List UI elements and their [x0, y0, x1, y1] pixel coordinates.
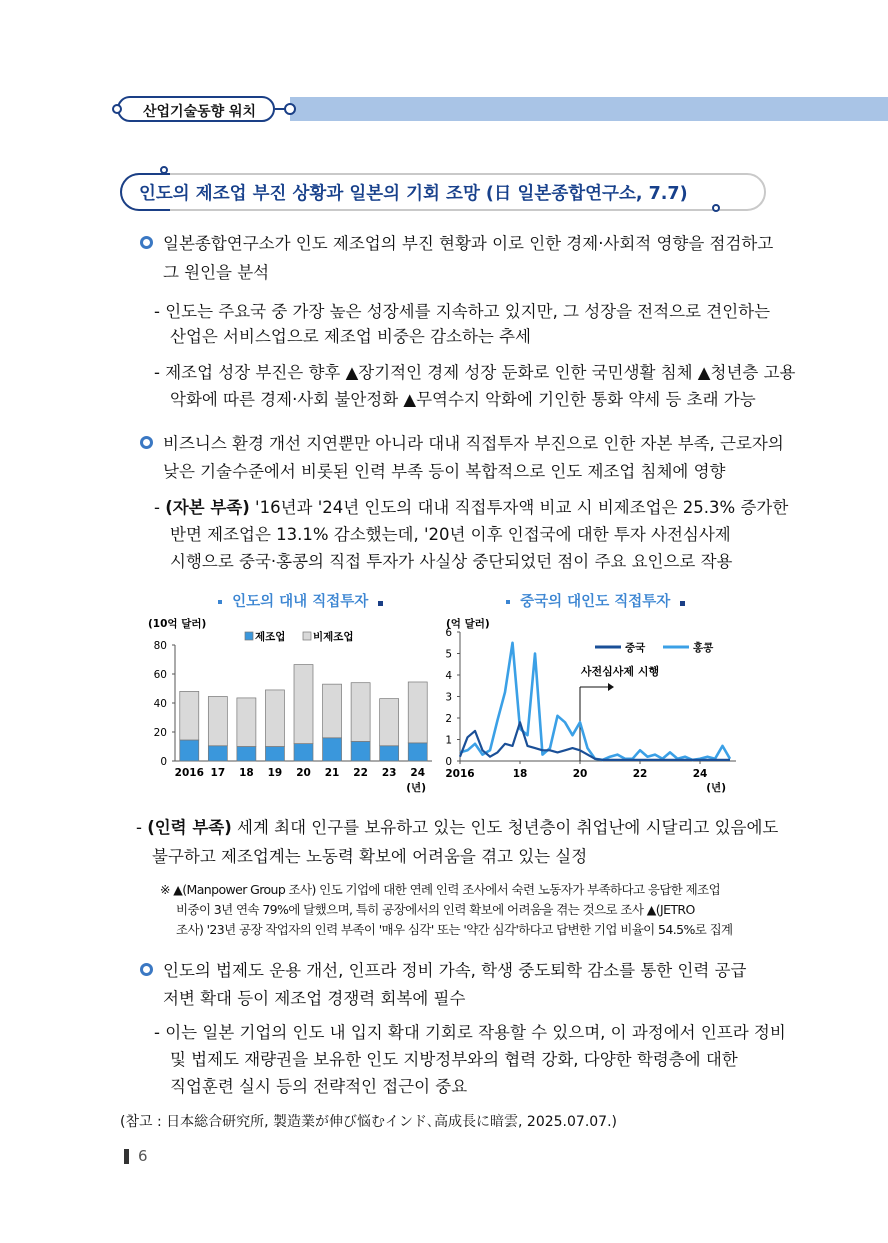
y-tick-label: 6 — [445, 627, 452, 639]
y-tick-label: 3 — [445, 691, 452, 704]
series-line-china — [460, 722, 730, 760]
series-line-hongkong — [460, 643, 730, 760]
article-title: 인도의 제조업 부진 상황과 일본의 기회 조망 (日 일본종합연구소, 7.7) — [139, 184, 688, 204]
section-label-pill — [117, 96, 275, 122]
bar-non-manufacturing — [408, 682, 427, 743]
y-tick-label: 20 — [153, 727, 167, 739]
bar-non-manufacturing — [180, 691, 199, 740]
x-tick-label: 17 — [210, 767, 226, 779]
bar-non-manufacturing — [380, 699, 399, 746]
title-dot-top — [160, 166, 168, 174]
legend-swatch — [303, 632, 311, 640]
x-tick-label: 18 — [239, 767, 254, 779]
y-tick-label: 0 — [445, 756, 452, 768]
x-tick-label: 24 — [410, 767, 426, 779]
legend-label: 홍콩 — [693, 642, 714, 654]
y-axis-label: (10억 달러) — [148, 618, 207, 630]
legend-label: 중국 — [625, 642, 646, 654]
bullet-icon — [140, 436, 153, 449]
x-tick-label: 19 — [267, 767, 283, 779]
p1-detail2b: 악화에 따른 경제·사회 불안정화 ▲무역수지 악화에 기인한 통화 약세 등 초래 가능 — [170, 390, 756, 409]
bar-chart — [140, 615, 440, 805]
p4-detail1a: - 이는 일본 기업의 인도 내 입지 확대 기회로 작용할 수 있으며, 이 과정에서 인프라 정비 — [154, 1023, 786, 1042]
p3-line2: 불구하고 제조업계는 노동력 확보에 어려움을 겪고 있는 실정 — [152, 847, 588, 866]
y-tick-label: 2 — [445, 713, 452, 725]
bar-manufacturing — [351, 741, 370, 761]
line-chart — [440, 615, 750, 805]
legend-label: 비제조업 — [313, 631, 354, 643]
x-tick-label: 21 — [324, 767, 340, 779]
bar-non-manufacturing — [237, 698, 256, 747]
x-tick-label: 2016 — [174, 767, 204, 779]
bar-manufacturing — [294, 744, 313, 761]
y-tick-label: 1 — [445, 734, 452, 747]
bar-non-manufacturing — [208, 696, 227, 745]
x-axis-label: (년) — [706, 782, 726, 794]
p2-line1: 비즈니스 환경 개선 지연뿐만 아니라 대내 직접투자 부진으로 인한 자본 부족, 근로자의 — [163, 434, 784, 453]
bar-non-manufacturing — [294, 665, 313, 744]
header-dot-right — [284, 103, 296, 115]
x-tick-label: 20 — [296, 767, 311, 779]
x-tick-label: 22 — [353, 767, 368, 779]
x-tick-label: 23 — [381, 767, 397, 779]
page-number: 6 — [138, 1147, 148, 1165]
title-dot-bottom — [712, 204, 720, 212]
x-axis-label: (년) — [406, 782, 426, 794]
p3-line1: - (인력 부족) 세계 최대 인구를 보유하고 있는 인도 청년층이 취업난에 시달리고 있음에도 — [136, 818, 779, 837]
p2-detail1c: 시행으로 중국·홍콩의 직접 투자가 사실상 중단되었던 점이 주요 요인으로 작용 — [170, 552, 733, 571]
legend-swatch — [245, 632, 253, 640]
bar-manufacturing — [180, 740, 199, 761]
y-tick-label: 0 — [160, 756, 167, 768]
bar-non-manufacturing — [265, 690, 284, 747]
x-tick-label: 20 — [572, 768, 588, 780]
p1-line2: 그 원인을 분석 — [163, 263, 270, 282]
x-tick-label: 18 — [512, 768, 528, 780]
header-dot-left — [112, 104, 122, 114]
p1-detail1a: - 인도는 주요국 중 가장 높은 성장세를 지속하고 있지만, 그 성장을 전적으로 견인하는 — [154, 302, 771, 321]
y-tick-label: 80 — [153, 640, 167, 652]
y-tick-label: 4 — [445, 670, 452, 682]
legend-label: 제조업 — [255, 631, 286, 643]
section-label: 산업기술동향 워치 — [143, 104, 257, 120]
bar-manufacturing — [323, 738, 342, 761]
note-line2: 비중이 3년 연속 79%에 달했으며, 특히 공장에서의 인력 확보에 어려움을 겪는 것으로 조사 ▲(JETRO — [176, 902, 695, 917]
p4-line1: 인도의 법제도 운용 개선, 인프라 정비 가속, 학생 중도퇴학 감소를 통한 인력 공급 — [163, 961, 747, 980]
y-tick-label: 60 — [153, 669, 167, 681]
chart1-title: 인도의 대내 직접투자 — [218, 590, 383, 611]
y-tick-label: 40 — [153, 698, 167, 710]
bar-manufacturing — [208, 746, 227, 761]
p2-detail1a: - (자본 부족) '16년과 '24년 인도의 대내 직접투자액 비교 시 비제조업은 25.3% 증가한 — [154, 498, 789, 517]
annotation-label: 사전심사제 시행 — [580, 665, 660, 678]
bullet-icon — [140, 236, 153, 249]
p4-detail1b: 및 법제도 재량권을 보유한 인도 지방정부와의 협력 강화, 다양한 학령층에 대한 — [170, 1050, 738, 1069]
p1-detail2a: - 제조업 성장 부진은 향후 ▲장기적인 경제 성장 둔화로 인한 국민생활 침체 ▲청년층 고용 — [154, 363, 796, 382]
note-line1: ※ ▲(Manpower Group 조사) 인도 기업에 대한 연례 인력 조사에서 숙련 노동자가 부족하다고 응답한 제조업 — [160, 882, 721, 897]
annotation-arrowhead — [608, 683, 614, 691]
bar-non-manufacturing — [323, 684, 342, 738]
page-marker — [124, 1149, 129, 1164]
y-axis-label: (억 달러) — [446, 618, 490, 630]
x-tick-label: 22 — [632, 768, 648, 780]
note-line3: 조사) '23년 공장 작업자의 인력 부족이 '매우 심각' 또는 '약간 심각'하다고 답변한 기업 비율이 54.5%로 집계 — [176, 922, 733, 937]
bar-non-manufacturing — [351, 683, 370, 742]
p1-line1: 일본종합연구소가 인도 제조업의 부진 현황과 이로 인한 경제·사회적 영향을 점검하고 — [163, 234, 774, 253]
y-tick-label: 5 — [445, 648, 452, 661]
bar-manufacturing — [265, 747, 284, 762]
bullet-icon — [140, 963, 153, 976]
x-tick-label: 2016 — [445, 768, 475, 780]
p4-line2: 저변 확대 등이 제조업 경쟁력 회복에 필수 — [163, 989, 466, 1008]
bar-manufacturing — [408, 743, 427, 761]
p4-detail1c: 직업훈련 실시 등의 전략적인 접근이 중요 — [170, 1077, 468, 1096]
p2-detail1b: 반면 제조업은 13.1% 감소했는데, '20년 이후 인접국에 대한 투자 사전심사제 — [170, 525, 731, 544]
p1-detail1b: 산업은 서비스업으로 제조업 비중은 감소하는 추세 — [170, 327, 531, 346]
p2-line2: 낮은 기술수준에서 비롯된 인력 부족 등이 복합적으로 인도 제조업 침체에 영향 — [163, 462, 726, 481]
x-tick-label: 24 — [692, 768, 708, 780]
bar-manufacturing — [380, 746, 399, 761]
header-band — [290, 97, 888, 121]
bar-manufacturing — [237, 747, 256, 762]
chart2-title: 중국의 대인도 직접투자 — [506, 590, 685, 611]
reference: (참고 : 日本総合研究所, 製造業が伸び悩むインド､高成長に暗雲, 2025.07.07.) — [120, 1114, 617, 1130]
